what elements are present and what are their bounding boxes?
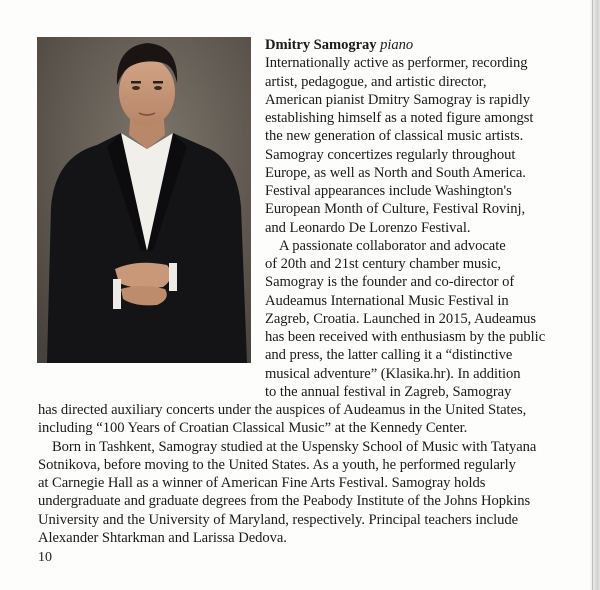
text-line: musical adventure” (Klasika.hr). In addition	[265, 365, 521, 382]
text-line: Born in Tashkent, Samogray studied at the Uspensky School of Music with Tatyana	[52, 438, 537, 455]
artist-name: Dmitry Samogray	[265, 37, 377, 53]
text-line: at Carnegie Hall as a winner of American Fine Arts Festival. Samogray holds	[38, 475, 486, 491]
text-line: Samogray is the founder and co-director of	[265, 274, 515, 291]
text-line: A passionate collaborator and advocate	[279, 237, 506, 254]
bio-heading	[38, 36, 594, 54]
text-line: to the annual festival in Zagreb, Samogray	[265, 383, 512, 400]
text-line: has been received with enthusiasm by the public	[265, 329, 546, 345]
artist-instrument: piano	[380, 37, 414, 53]
text-line: artist, pedagogue, and artistic director,	[265, 73, 487, 90]
text-line: the new generation of classical music artists.	[265, 128, 524, 145]
text-line: and press, the latter calling it a “distinctive	[265, 347, 513, 364]
text-line: University and the University of Maryland, respectively. Principal teachers include	[38, 511, 518, 528]
text-line: Audeamus International Music Festival in	[265, 292, 509, 309]
text-line: Europe, as well as North and South America.	[265, 164, 526, 181]
page-number: 10	[38, 550, 52, 565]
text-line: Festival appearances include Washington's	[265, 183, 512, 199]
text-line: Alexander Shtarkman and Larissa Dedova.	[38, 529, 287, 546]
text-line: European Month of Culture, Festival Rovinj,	[265, 201, 526, 218]
text-line: establishing himself as a noted figure amongst	[265, 110, 534, 126]
bio-paragraph-3	[38, 438, 594, 548]
text-line: American pianist Dmitry Samogray is rapidly	[265, 91, 530, 108]
text-line: of 20th and 21st century chamber music,	[265, 256, 501, 272]
bio-paragraph-1	[38, 54, 594, 237]
text-line: including “100 Years of Croatian Classical Music” at the Kennedy Center.	[38, 420, 468, 437]
text-line: Samogray concertizes regularly throughout	[265, 146, 516, 163]
text-line: Internationally active as performer, recording	[265, 55, 528, 72]
text-line: and Leonardo De Lorenzo Festival.	[265, 219, 471, 236]
text-line: has directed auxiliary concerts under the auspices of Audeamus in the United States,	[38, 402, 527, 418]
text-line: undergraduate and graduate degrees from the Peabody Institute of the Johns Hopkins	[38, 493, 531, 510]
bio-paragraph-2	[38, 237, 594, 438]
text-line: Zagreb, Croatia. Launched in 2015, Audeamus	[265, 310, 536, 327]
text-line: Sotnikova, before moving to the United States. As a youth, he performed regularly	[38, 456, 516, 473]
artist-biography	[38, 36, 594, 547]
